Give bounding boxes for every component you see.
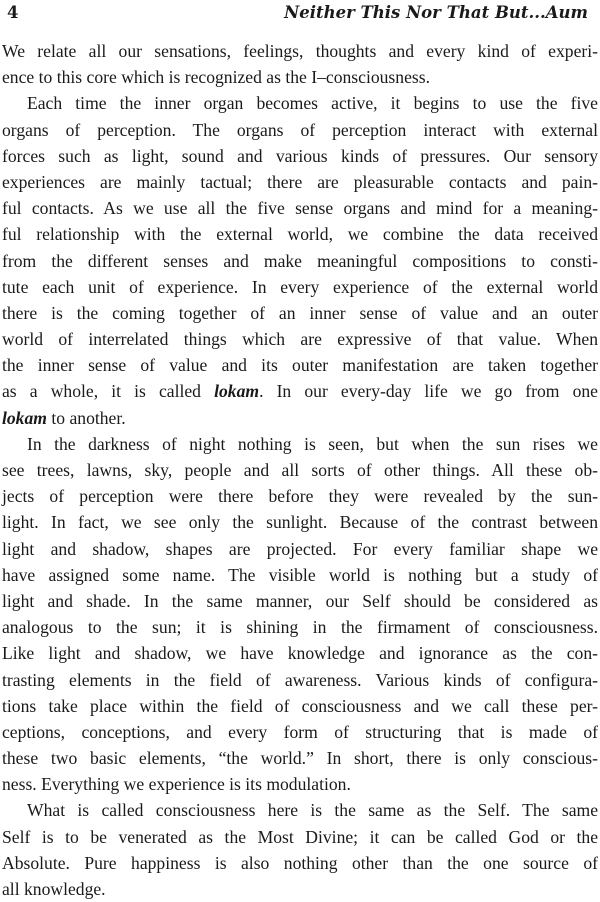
text-line: We relate all our sensations, feelings, thoughts and every kind of experi- [2,41,598,61]
text-line: tute each unit of experience. In every experience of the external world [2,276,598,297]
text-line: these two basic elements, “the world.” In short, there is only conscious- [2,748,598,769]
text-line: forces such as light, sound and various kinds of pressures. Our sensory [2,145,598,166]
text-fragment: to another. [51,407,126,428]
text-line: ceptions, conceptions, and every form of structuring that is made of [2,721,598,742]
text-line: ence to this core which is recognized as the I–consciousness. [2,67,430,88]
text-line: Like light and shadow, we have knowledge and ignorance as the con- [2,643,598,664]
text-line: experiences are mainly tactual; there are pleasurable contacts and pain- [2,171,598,192]
text-line: all knowledge. [2,879,106,899]
text-line: tions take place within the field of consciousness and we call these per- [2,695,598,716]
paragraph-2 [0,90,600,430]
term-lokam: lokam [214,381,260,402]
text-line-lokam-2 [0,405,600,431]
paragraph-4 [0,797,600,902]
text-line: ness. Everything we experience is its modulation. [2,774,351,795]
text-line: In the darkness of night nothing is seen, but when the sun rises we [27,433,598,454]
text-line: ful contacts. As we use all the five sense organs and mind for a meaning- [2,198,598,219]
text-line: light and shadow, shapes are projected. For every familiar shape we [2,538,598,559]
text-line: jects of perception were there before they were revealed by the sun- [2,486,598,507]
text-line: analogous to the sun; it is shining in the firmament of consciousness. [2,617,598,638]
text-fragment: it is called [111,381,201,402]
page-number: 4 [7,3,19,22]
text-line: ful relationship with the external world, we combine the data received [2,224,598,245]
text-line: Absolute. Pure happiness is also nothing other than the one source of [2,852,598,873]
body-text [0,38,600,902]
text-line: Self is to be venerated as the Most Divine; it can be called God or the [2,826,598,847]
text-line: there is the coming together of an inner sense of value and an outer [2,302,598,323]
text-fragment: . In our every-day life we go from one [259,381,598,402]
text-line: see trees, lawns, sky, people and all sorts of other things. All these ob- [2,460,598,480]
text-line: world of interrelated things which are expressive of that value. When [2,329,598,350]
running-title: Neither This Nor That But...Aum [284,3,588,22]
text-line: organs of perception. The organs of perception interact with external [2,119,598,140]
text-fragment: as a whole, [2,381,99,402]
text-line: have assigned some name. The visible world is nothing but a study of [2,564,598,585]
text-line: from the different senses and make meaningful compositions to consti- [2,250,598,271]
text-line: Each time the inner organ becomes active, it begins to use the five [27,93,598,114]
page-header [7,3,588,27]
paragraph-1 [0,38,600,90]
paragraph-3 [0,431,600,798]
text-line: the inner sense of value and its outer manifestation are taken together [2,355,598,376]
text-line: trasting elements in the field of awareness. Various kinds of configura- [2,669,598,690]
text-line-lokam [0,378,600,404]
term-lokam: lokam [2,407,47,428]
text-line: light. In fact, we see only the sunlight. Because of the contrast between [2,512,598,533]
text-line: What is called consciousness here is the same as the Self. The same [27,800,598,821]
text-line: light and shade. In the same manner, our Self should be considered as [2,590,598,611]
